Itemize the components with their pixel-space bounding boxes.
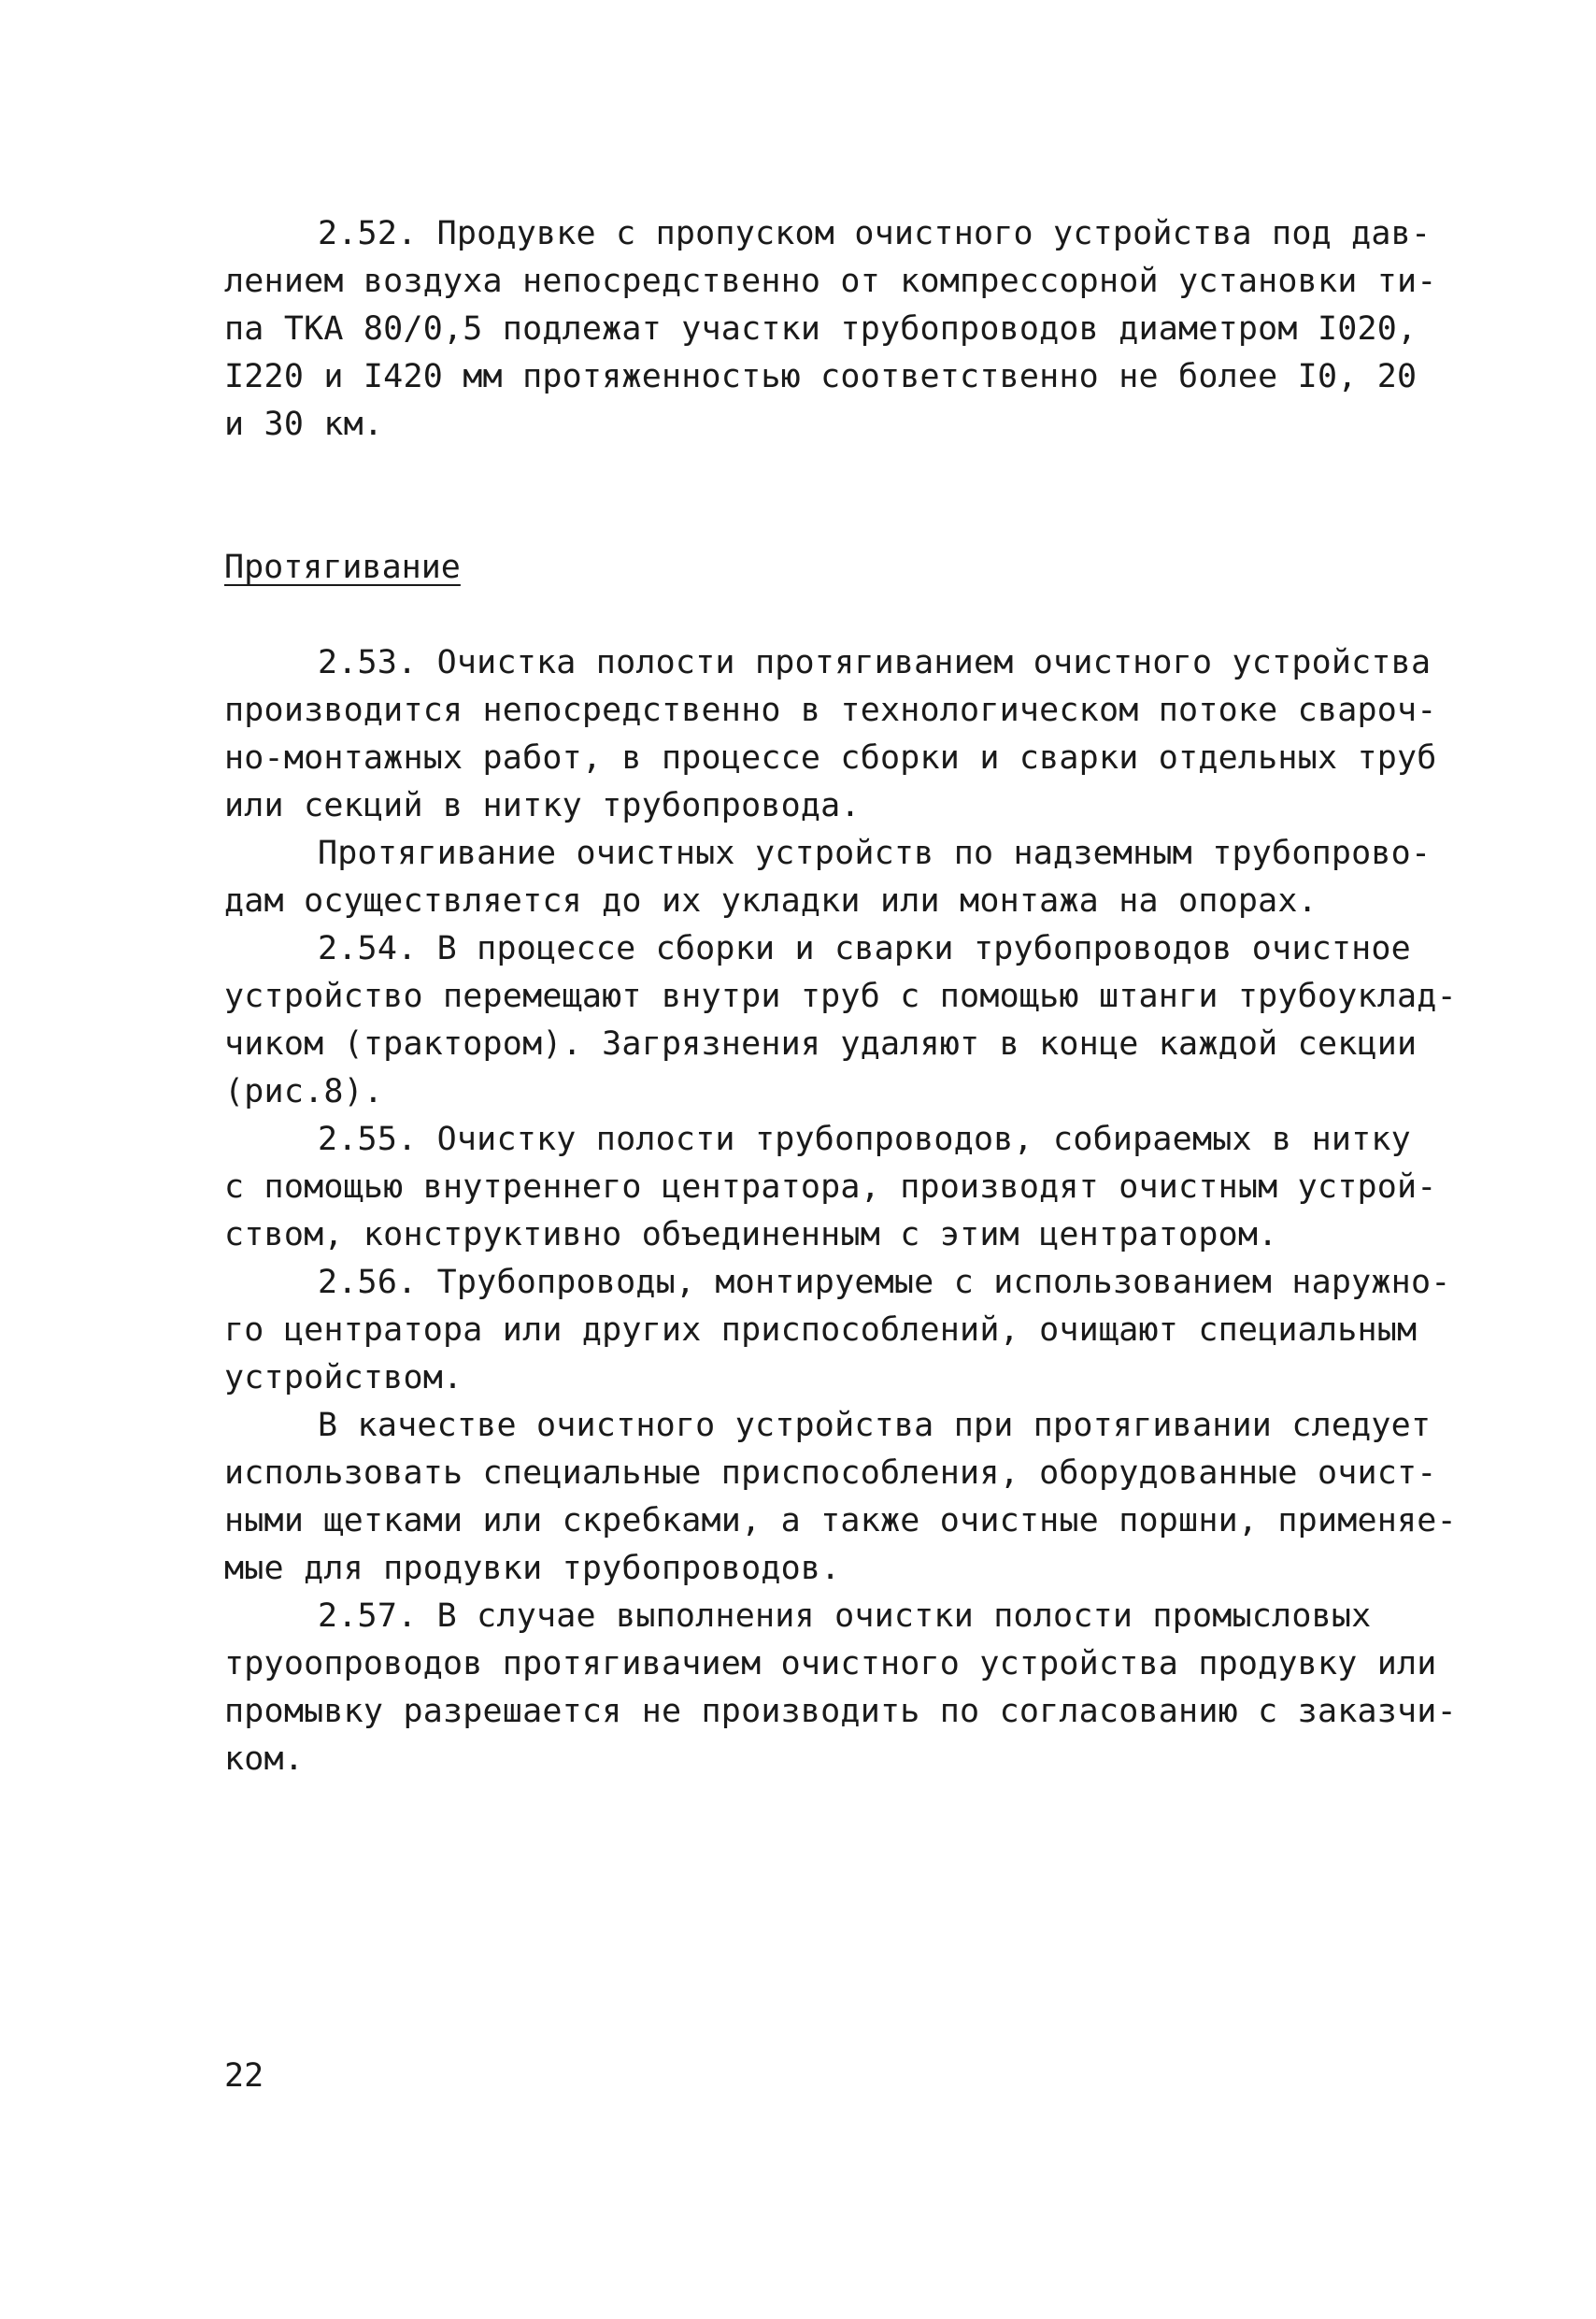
text-line: (рис.8). xyxy=(224,1073,384,1110)
text-line: дам осуществляется до их укладки или монтажа на опорах. xyxy=(224,882,1318,920)
text-line: 2.52. Продувке с пропуском очистного устройства под дав- xyxy=(318,215,1432,252)
text-line: чиком (трактором). Загрязнения удаляют в конце каждой секции xyxy=(224,1025,1418,1063)
text-line: с помощью внутреннего центратора, производят очистным устрой- xyxy=(224,1168,1437,1206)
text-line: труоопроводов протягивачием очистного устройства продувку или xyxy=(224,1645,1437,1682)
text-line: использовать специальные приспособления, оборудованные очист- xyxy=(224,1454,1437,1492)
text-line: 2.53. Очистка полости протягиванием очистного устройства xyxy=(318,644,1432,681)
paragraph-2-52 xyxy=(224,210,1437,449)
text-line: или секций в нитку трубопровода. xyxy=(224,787,861,824)
text-line: промывку разрешается не производить по согласованию с заказчи- xyxy=(224,1693,1457,1730)
text-line: па ТКА 80/0,5 подлежат участки трубопроводов диаметром I020, xyxy=(224,310,1418,348)
text-line: производится непосредственно в технологическом потоке свароч- xyxy=(224,692,1437,729)
text-line: 2.57. В случае выполнения очистки полости промысловых xyxy=(318,1597,1372,1635)
section-heading: Протягивание xyxy=(224,549,461,586)
paragraphs-2-53-to-2-57 xyxy=(224,639,1457,1783)
text-line: ством, конструктивно объединенным с этим центратором. xyxy=(224,1216,1278,1253)
text-line: но-монтажных работ, в процессе сборки и сварки отдельных труб xyxy=(224,739,1437,777)
text-line: 2.54. В процессе сборки и сварки трубопроводов очистное xyxy=(318,930,1411,967)
text-line: 2.55. Очистку полости трубопроводов, собираемых в нитку xyxy=(318,1121,1411,1158)
text-line: ными щетками или скребками, а также очистные поршни, применяе- xyxy=(224,1502,1457,1539)
text-line: го центратора или других приспособлений, очищают специальным xyxy=(224,1311,1418,1349)
text-line: В качестве очистного устройства при протягивании следует xyxy=(318,1407,1432,1444)
text-line: мые для продувки трубопроводов. xyxy=(224,1550,841,1587)
text-line: устройством. xyxy=(224,1359,463,1396)
text-line: I220 и I420 мм протяженностью соответственно не более I0, 20 xyxy=(224,358,1418,395)
page-number: 22 xyxy=(224,2057,264,2095)
text-line: Протягивание очистных устройств по надземным трубопрово- xyxy=(318,835,1432,872)
text-line: ком. xyxy=(224,1740,305,1778)
text-line: лением воздуха непосредственно от компрессорной установки ти- xyxy=(224,263,1437,300)
text-line: 2.56. Трубопроводы, монтируемые с использованием наружно- xyxy=(318,1264,1451,1301)
text-line: устройство перемещают внутри труб с помощью штанги трубоуклад- xyxy=(224,978,1457,1015)
text-line: и 30 км. xyxy=(224,406,384,443)
